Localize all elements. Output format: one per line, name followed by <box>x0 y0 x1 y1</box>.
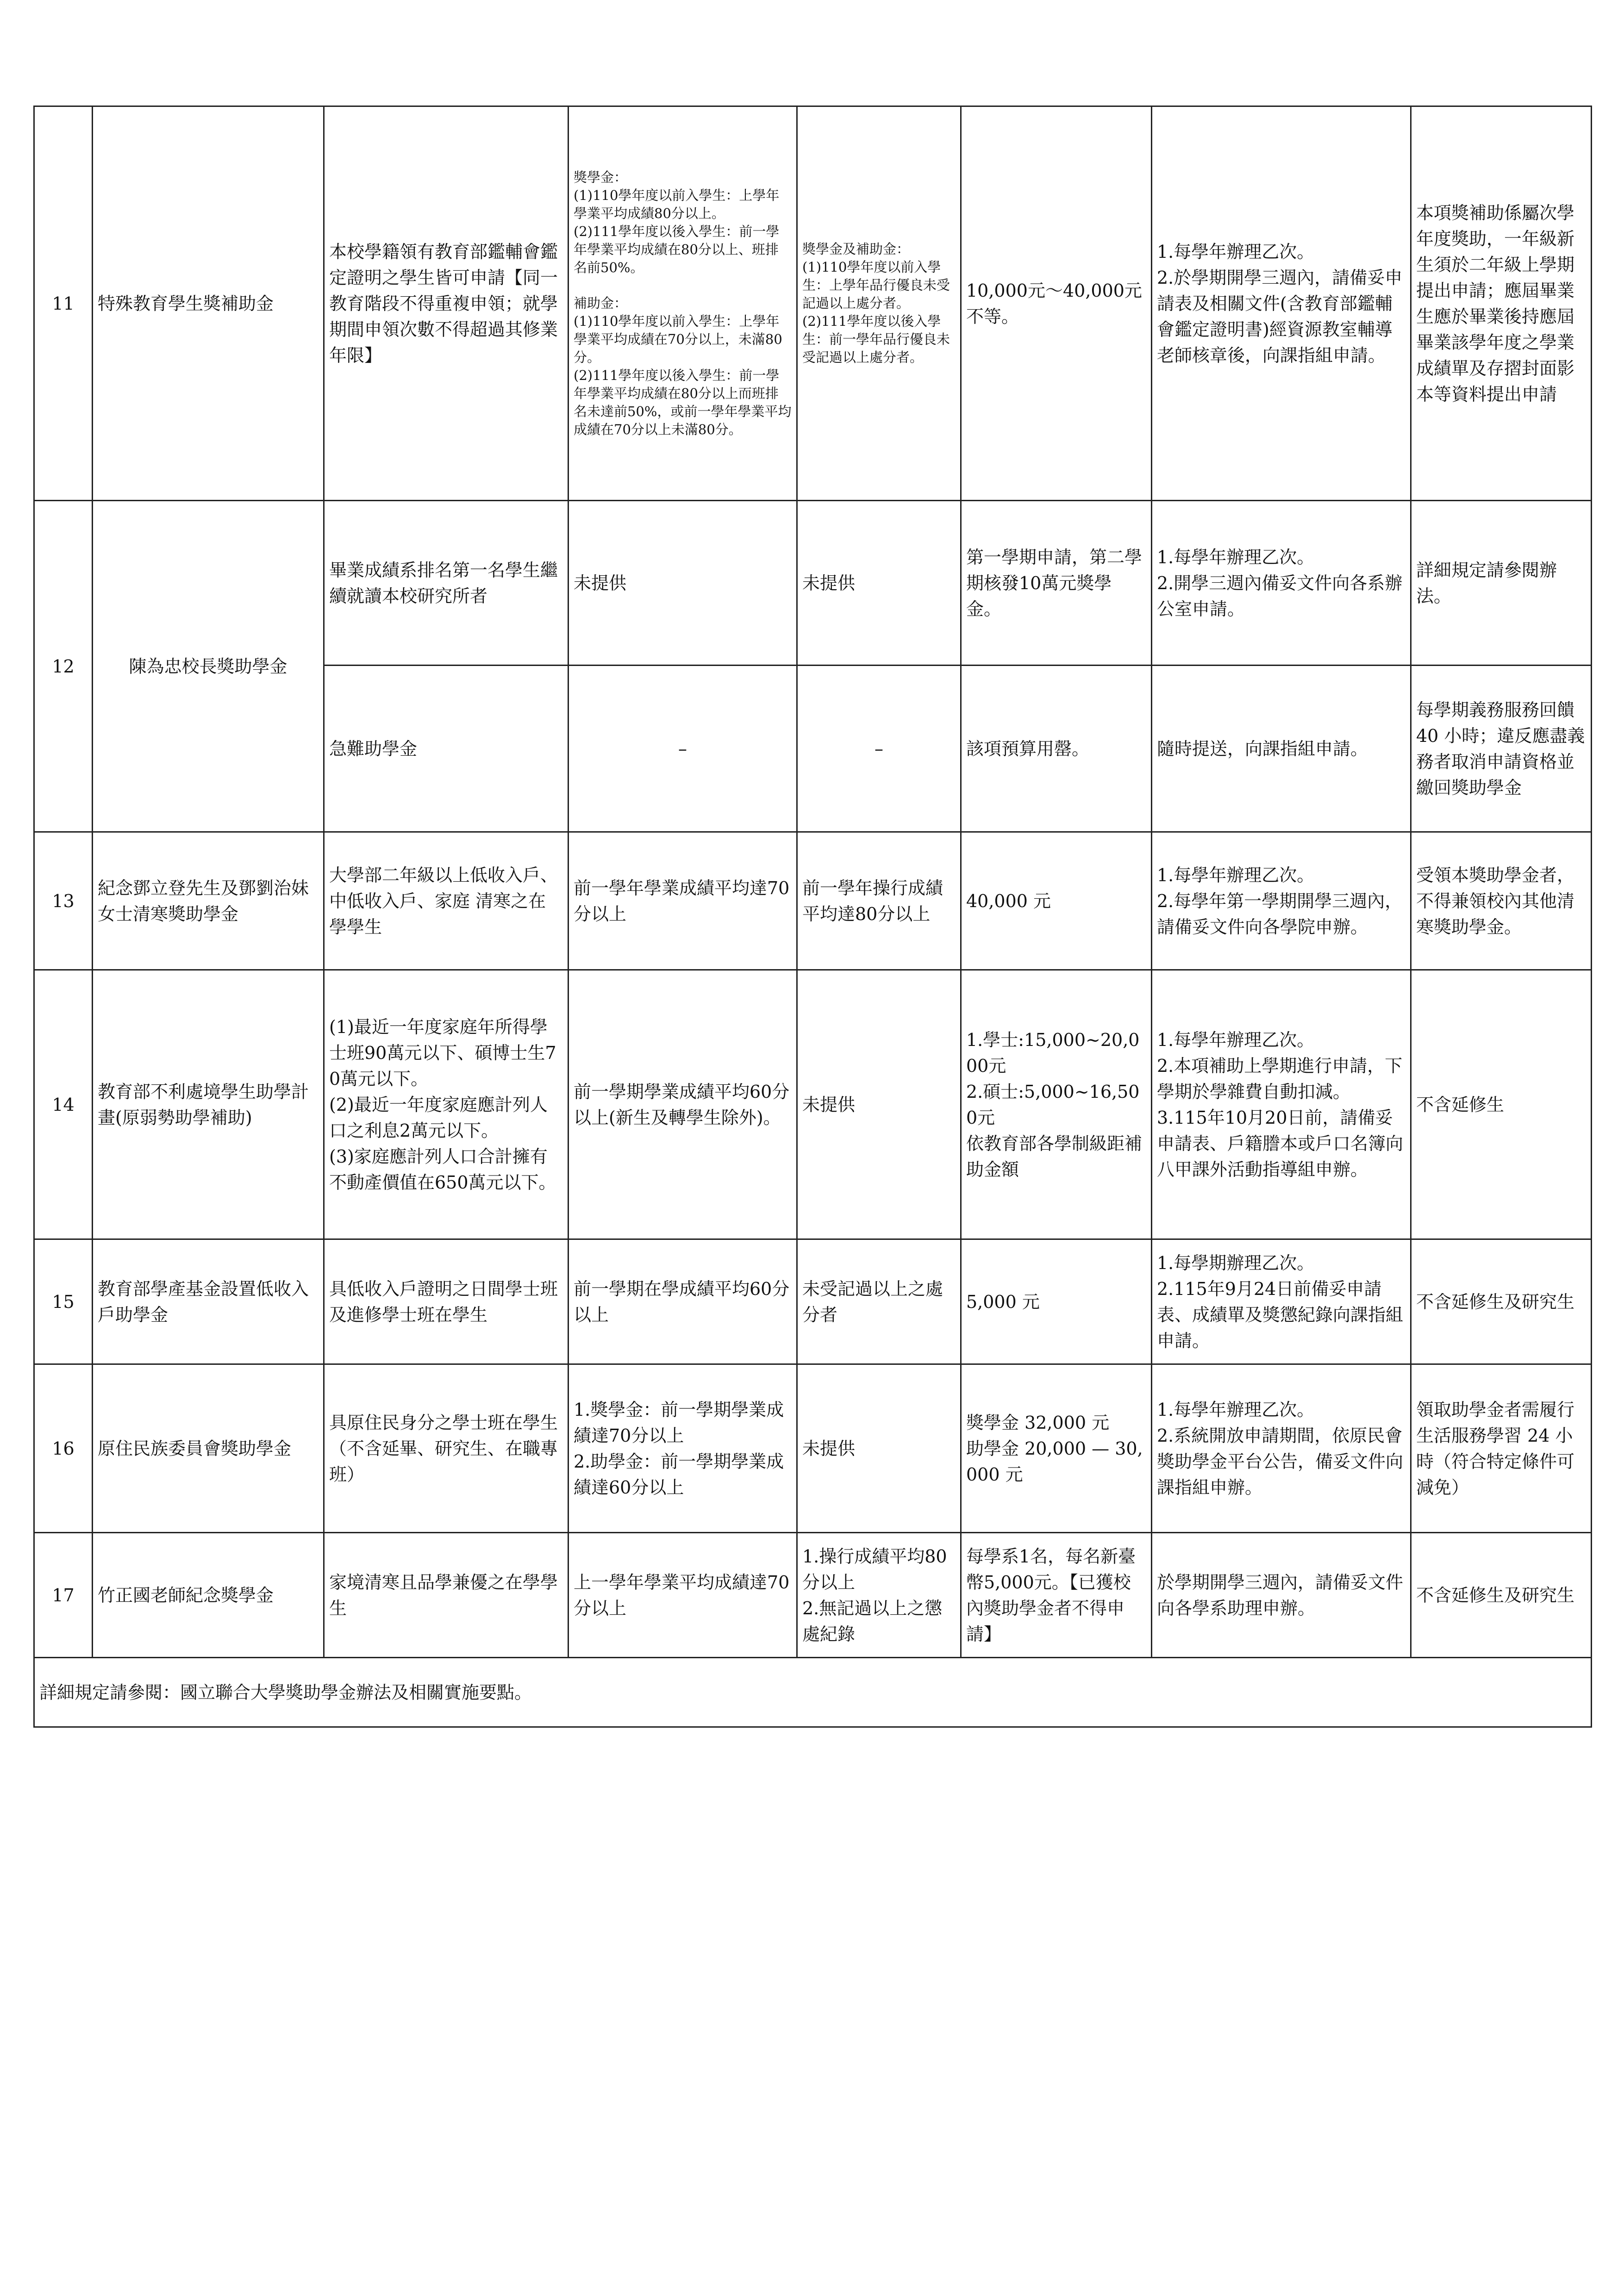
conduct-line: (1)110學年度以前入學生：上學年品行優良未受記過以上處分者。 <box>802 259 950 311</box>
remarks-cell: 不含延修生 <box>1411 970 1592 1239</box>
scholarship-name: 竹正國老師紀念獎學金 <box>93 1533 324 1658</box>
procedure-line: 1.每學期辦理乙次。 <box>1157 1252 1315 1273</box>
amount-line: 2.碩士:5,000~16,500元 <box>966 1081 1140 1128</box>
academic-line: (2)111學年度以後入學生：前一學年學業平均成績在80分以上而班排名未達前50%，或前一學年學業平均成績在70分以上未滿80分。 <box>574 367 792 437</box>
procedure-cell <box>1152 1239 1411 1364</box>
eligibility-cell: 家境清寒且品學兼優之在學學生 <box>324 1533 568 1658</box>
scholarship-name: 特殊教育學生獎補助金 <box>93 106 324 501</box>
remarks-cell: 每學期義務服務回饋 40 小時；違反應盡義務者取消申請資格並繳回獎助學金 <box>1411 666 1592 832</box>
amount-cell: 第一學期申請，第二學期核發10萬元獎學金。 <box>961 501 1152 666</box>
procedure-line: 2.115年9月24日前備妥申請表、成績單及獎懲紀錄向課指組申請。 <box>1157 1278 1404 1351</box>
procedure-cell <box>1152 832 1411 970</box>
eligibility-line: (2)最近一年度家庭應計列人口之利息2萬元以下。 <box>329 1094 548 1141</box>
academic-line: (2)111學年度以後入學生：前一學年學業平均成績在80分以上、班排名前50%。 <box>574 223 780 275</box>
conduct-requirement-cell: 未提供 <box>797 1364 961 1533</box>
procedure-line: 1.每學年辦理乙次。 <box>1157 1029 1315 1050</box>
procedure-line: 2.每學年第一學期開學三週內，請備妥文件向各學院申辦。 <box>1157 890 1403 937</box>
conduct-requirement-cell: 未受記過以上之處分者 <box>797 1239 961 1364</box>
procedure-line: 1.每學年辦理乙次。 <box>1157 547 1315 567</box>
scholarship-name: 原住民族委員會獎助學金 <box>93 1364 324 1533</box>
amount-line: 助學金 20,000 — 30,000 元 <box>966 1438 1143 1485</box>
scholarship-table-sheet <box>33 106 1591 1728</box>
eligibility-cell: 急難助學金 <box>324 666 568 832</box>
amount-cell <box>961 1364 1152 1533</box>
amount-cell: 該項預算用罄。 <box>961 666 1152 832</box>
conduct-requirement-cell <box>797 106 961 501</box>
procedure-cell <box>1152 666 1411 832</box>
row-number: 15 <box>34 1239 93 1364</box>
remarks-cell: 受領本獎助學金者，不得兼領校內其他清寒獎助學金。 <box>1411 832 1592 970</box>
eligibility-line: (1)最近一年度家庭年所得學士班90萬元以下、碩博士生70萬元以下。 <box>329 1016 556 1089</box>
amount-line: 依教育部各學制級距補助金額 <box>966 1133 1143 1180</box>
academic-requirement-cell <box>568 106 797 501</box>
row-number: 12 <box>34 501 93 832</box>
row-number: 11 <box>34 106 93 501</box>
procedure-line: 2.開學三週內備妥文件向各系辦公室申請。 <box>1157 572 1403 619</box>
scholarship-name: 教育部不利處境學生助學計畫(原弱勢助學補助) <box>93 970 324 1239</box>
remarks-cell: 不含延修生及研究生 <box>1411 1533 1592 1658</box>
procedure-line: 1.每學年辦理乙次。 <box>1157 865 1315 885</box>
conduct-requirement-cell: 未提供 <box>797 501 961 666</box>
eligibility-line: (3)家庭應計列人口合計擁有不動產價值在650萬元以下。 <box>329 1146 556 1193</box>
procedure-line: 1.每學年辦理乙次。 <box>1157 241 1315 262</box>
eligibility-cell <box>324 970 568 1239</box>
line-gap <box>574 277 792 294</box>
conduct-line: 2.無記過以上之懲處紀錄 <box>802 1598 943 1644</box>
eligibility-cell: 畢業成績系排名第一名學生繼續就讀本校研究所者 <box>324 501 568 666</box>
amount-cell: 40,000 元 <box>961 832 1152 970</box>
amount-cell: 5,000 元 <box>961 1239 1152 1364</box>
table-row <box>34 970 1592 1239</box>
scholarship-name: 教育部學產基金設置低收入戶助學金 <box>93 1239 324 1364</box>
conduct-requirement-cell <box>797 1533 961 1658</box>
amount-line: 獎學金 32,000 元 <box>966 1412 1110 1433</box>
remarks-cell: 不含延修生及研究生 <box>1411 1239 1592 1364</box>
academic-line: (1)110學年度以前入學生：上學年學業平均成績80分以上。 <box>574 187 780 221</box>
row-number: 16 <box>34 1364 93 1533</box>
amount-cell <box>961 970 1152 1239</box>
procedure-cell <box>1152 501 1411 666</box>
academic-requirement-cell <box>568 1364 797 1533</box>
academic-requirement-cell: 上一學年學業平均成績達70分以上 <box>568 1533 797 1658</box>
eligibility-cell: 大學部二年級以上低收入戶、中低收入戶、家庭 清寒之在學學生 <box>324 832 568 970</box>
academic-requirement-cell: 前一學期學業成績平均60分以上(新生及轉學生除外)。 <box>568 970 797 1239</box>
academic-line: (1)110學年度以前入學生：上學年學業平均成績在70分以上，未滿80分。 <box>574 313 782 365</box>
procedure-cell <box>1152 970 1411 1239</box>
procedure-line: 2.系統開放申請期間，依原民會獎助學金平台公告，備妥文件向課指組申辦。 <box>1157 1425 1404 1498</box>
procedure-line: 3.115年10月20日前，請備妥申請表、戶籍謄本或戶口名簿向八甲課外活動指導組申辦。 <box>1157 1107 1404 1180</box>
academic-requirement-cell: 前一學期在學成績平均60分以上 <box>568 1239 797 1364</box>
row-number: 17 <box>34 1533 93 1658</box>
amount-line: 1.學士:15,000~20,000元 <box>966 1029 1140 1076</box>
conduct-requirement-cell: – <box>797 666 961 832</box>
conduct-line: 獎學金及補助金： <box>802 241 910 257</box>
table-row <box>34 501 1592 666</box>
eligibility-cell: 本校學籍領有教育部鑑輔會鑑定證明之學生皆可申請【同一教育階段不得重複申領；就學期間申領次數不得超過其修業年限】 <box>324 106 568 501</box>
table-row <box>34 1533 1592 1658</box>
procedure-cell <box>1152 1533 1411 1658</box>
remarks-cell: 本項獎補助係屬次學年度獎助，一年級新生須於二年級上學期提出申請；應屆畢業生應於畢業後持應屆畢業該學年度之學業成績單及存摺封面影本等資料提出申請 <box>1411 106 1592 501</box>
row-number: 13 <box>34 832 93 970</box>
amount-cell: 10,000元～40,000元不等。 <box>961 106 1152 501</box>
table-footer-row <box>34 1658 1592 1727</box>
procedure-line: 2.於學期開學三週內，請備妥申請表及相關文件(含教育部鑑輔會鑑定證明書)經資源教室輔導老師核章後，向課指組申請。 <box>1157 267 1403 366</box>
procedure-line: 2.本項補助上學期進行申請，下學期於學雜費自動扣減。 <box>1157 1055 1403 1102</box>
table-row <box>34 1364 1592 1533</box>
conduct-requirement-cell: 未提供 <box>797 970 961 1239</box>
academic-requirement-cell: 前一學年學業成績平均達70分以上 <box>568 832 797 970</box>
academic-line: 補助金： <box>574 295 628 311</box>
academic-line: 1.獎學金：前一學期學業成績達70分以上 <box>574 1399 784 1446</box>
row-number: 14 <box>34 970 93 1239</box>
table-row <box>34 832 1592 970</box>
procedure-cell <box>1152 1364 1411 1533</box>
procedure-line: 1.每學年辦理乙次。 <box>1157 1399 1315 1420</box>
academic-requirement-cell: 未提供 <box>568 501 797 666</box>
scholarship-table <box>33 106 1592 1728</box>
conduct-line: 1.操行成績平均80分以上 <box>802 1546 947 1593</box>
academic-requirement-cell: – <box>568 666 797 832</box>
remarks-cell: 詳細規定請參閱辦法。 <box>1411 501 1592 666</box>
table-row <box>34 1239 1592 1364</box>
eligibility-cell: 具原住民身分之學士班在學生（不含延畢、研究生、在職專班） <box>324 1364 568 1533</box>
conduct-requirement-cell: 前一學年操行成績平均達80分以上 <box>797 832 961 970</box>
scholarship-name: 紀念鄧立登先生及鄧劉治妹女士清寒獎助學金 <box>93 832 324 970</box>
procedure-cell <box>1152 106 1411 501</box>
scholarship-name: 陳為忠校長獎助學金 <box>93 501 324 832</box>
conduct-line: (2)111學年度以後入學生：前一學年品行優良未受記過以上處分者。 <box>802 313 950 365</box>
procedure-line: 於學期開學三週內，請備妥文件向各學系助理申辦。 <box>1157 1572 1404 1618</box>
amount-cell: 每學系1名，每名新臺幣5,000元。【已獲校內獎助學金者不得申請】 <box>961 1533 1152 1658</box>
remarks-cell: 領取助學金者需履行生活服務學習 24 小時（符合特定條件可減免） <box>1411 1364 1592 1533</box>
eligibility-cell: 具低收入戶證明之日間學士班及進修學士班在學生 <box>324 1239 568 1364</box>
table-row <box>34 106 1592 501</box>
footer-note: 詳細規定請參閱：國立聯合大學獎助學金辦法及相關實施要點。 <box>34 1658 1592 1727</box>
academic-line: 2.助學金：前一學期學業成績達60分以上 <box>574 1451 784 1498</box>
academic-line: 獎學金： <box>574 169 628 185</box>
procedure-line: 隨時提送，向課指組申請。 <box>1157 738 1368 759</box>
